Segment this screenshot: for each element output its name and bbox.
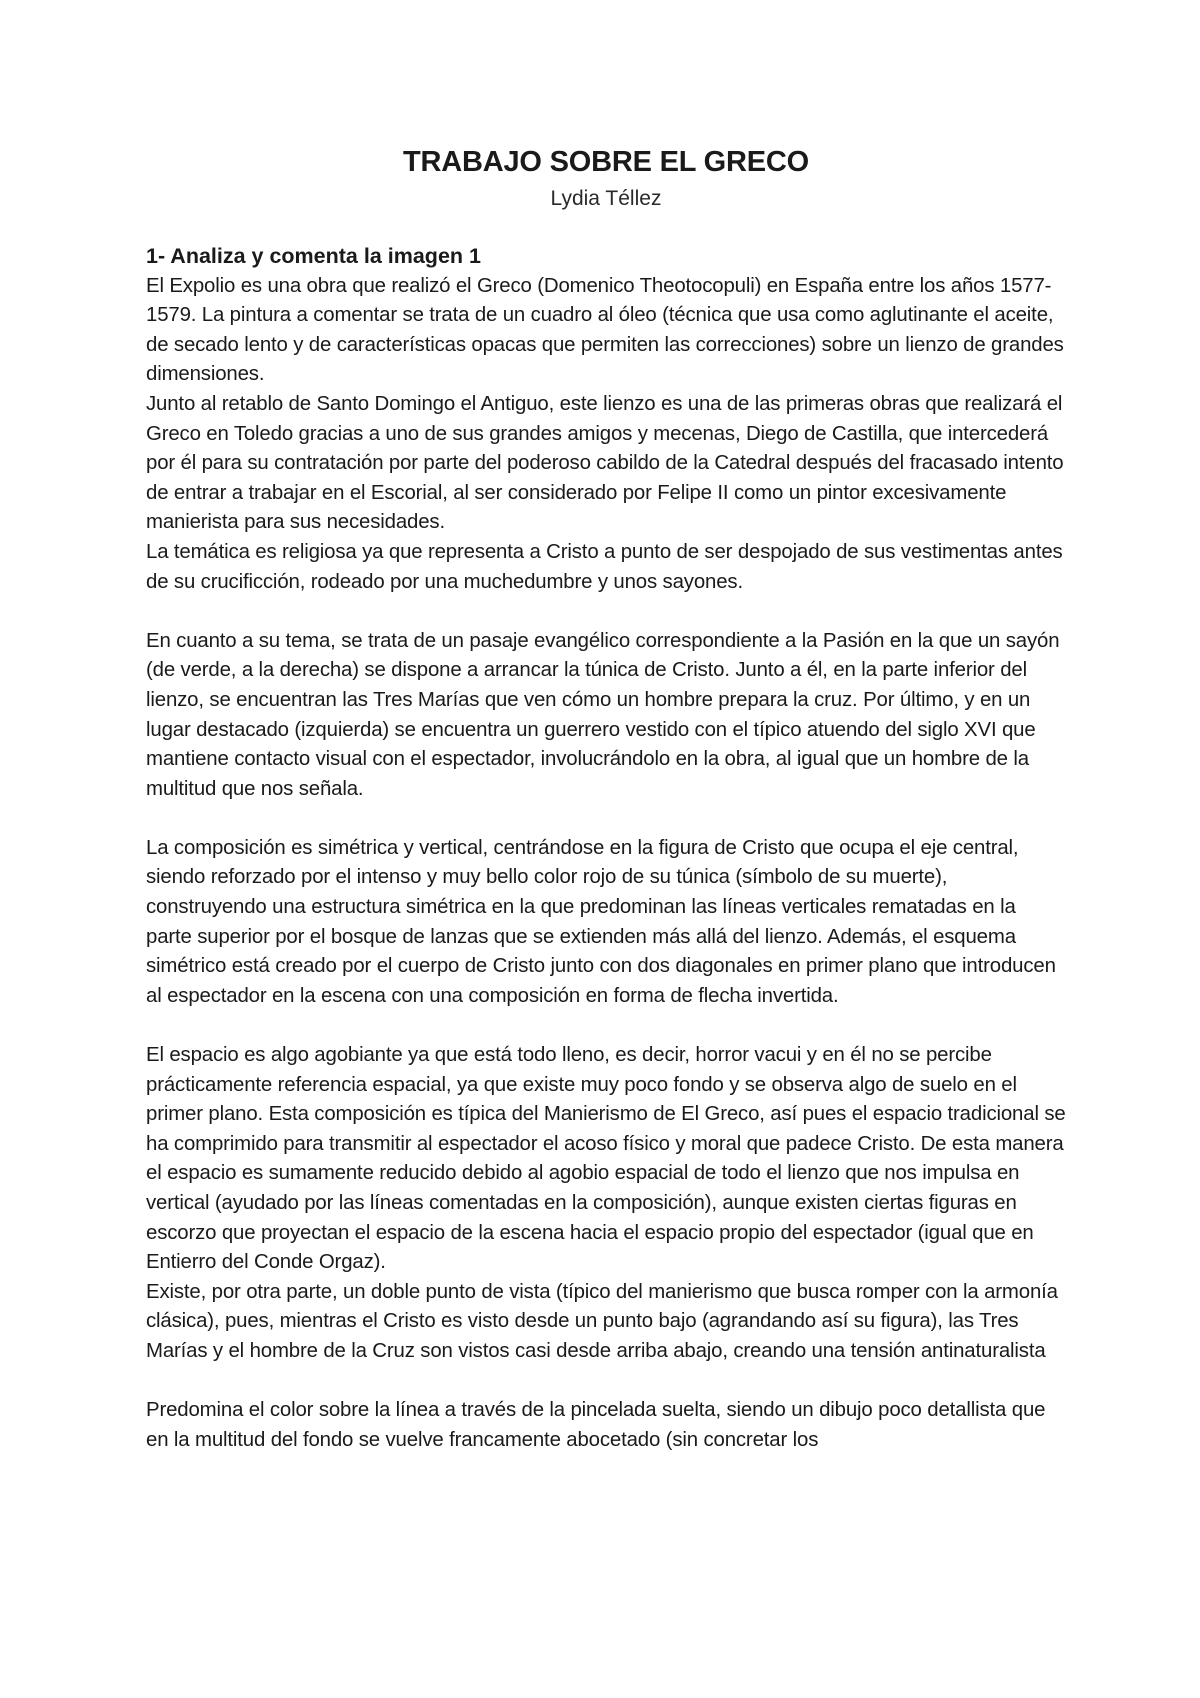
section-heading: 1- Analiza y comenta la imagen 1 [146,244,481,268]
paragraph-viewpoint: Existe, por otra parte, un doble punto de vista (típico del manierismo que busca romper con la armonía clásica), pues, mientras el Cristo es visto desde un punto bajo (agrandando así su figura), las Tres Marías y el hombre de la Cruz son vistos casi desde arriba abajo, creando una tensión antinaturalista [146,1280,1058,1362]
paragraph-intro: El Expolio es una obra que realizó el Greco (Domenico Theotocopuli) en España entre los años 1577-1579. La pintura a comentar se trata de un cuadro al óleo (técnica que usa como aglutinante el aceite, de secado lento y de características opacas que permiten las correcciones) sobre un lienzo de grandes dimensiones. [146,274,1064,386]
paragraph-composition: La composición es simétrica y vertical, centrándose en la figura de Cristo que ocupa el eje central, siendo reforzado por el intenso y muy bello color rojo de su túnica (símbolo de su muerte), construyendo una estructura simétrica en la que predominan las líneas verticales rematadas en la parte superior por el bosque de lanzas que se extienden más allá del lienzo. Además, el esquema simétrico está creado por el cuerpo de Cristo junto con dos diagonales en primer plano que introducen al espectador en la escena con una composición en forma de flecha invertida. [146,836,1056,1007]
paragraph-theme: La temática es religiosa ya que representa a Cristo a punto de ser despojado de sus vestimentas antes de su crucificción, rodeado por una muchedumbre y unos sayones. [146,540,1063,593]
paragraph-context: Junto al retablo de Santo Domingo el Antiguo, este lienzo es una de las primeras obras que realizará el Greco en Toledo gracias a uno de sus grandes amigos y mecenas, Diego de Castilla, que intercederá por él para su contratación por parte del poderoso cabildo de la Catedral después del fracasado intento de entrar a trabajar en el Escorial, al ser considerado por Felipe II como un pintor excesivamente manierista para sus necesidades. [146,392,1064,534]
paragraph-space: El espacio es algo agobiante ya que está todo lleno, es decir, horror vacui y en él no se percibe prácticamente referencia espacial, ya que existe muy poco fondo y se observa algo de suelo en el primer plano. Esta composición es típica del Manierismo de El Greco, así pues el espacio tradicional se ha comprimido para transmitir al espectador el acoso físico y moral que padece Cristo. De esta manera el espacio es sumamente reducido debido al agobio espacial de todo el lienzo que nos impulsa en vertical (ayudado por las líneas comentadas en la composición), aunque existen ciertas figuras en escorzo que proyectan el espacio de la escena hacia el espacio propio del espectador (igual que en Entierro del Conde Orgaz). [146,1044,1066,1274]
paragraph-color: Predomina el color sobre la línea a través de la pincelada suelta, siendo un dibujo poco detallista que en la multitud del fondo se vuelve francamente abocetado (sin concretar los [146,1399,1046,1451]
document-title: TRABAJO SOBRE EL GRECO [403,146,809,178]
section-paragraphs [146,272,1066,1456]
paragraph-subject: En cuanto a su tema, se trata de un pasaje evangélico correspondiente a la Pasión en la que un sayón (de verde, a la derecha) se dispone a arrancar la túnica de Cristo. Junto a él, en la parte inferior del lienzo, se encuentran las Tres Marías que ven cómo un hombre prepara la cruz. Por último, y en un lugar destacado (izquierda) se encuentra un guerrero vestido con el típico atuendo del siglo XVI que mantiene contacto visual con el espectador, involucrándolo en la obra, al igual que un hombre de la multitud que nos señala. [146,629,1060,800]
document-author: Lydia Téllez [550,187,662,210]
document-body [146,142,1066,1455]
